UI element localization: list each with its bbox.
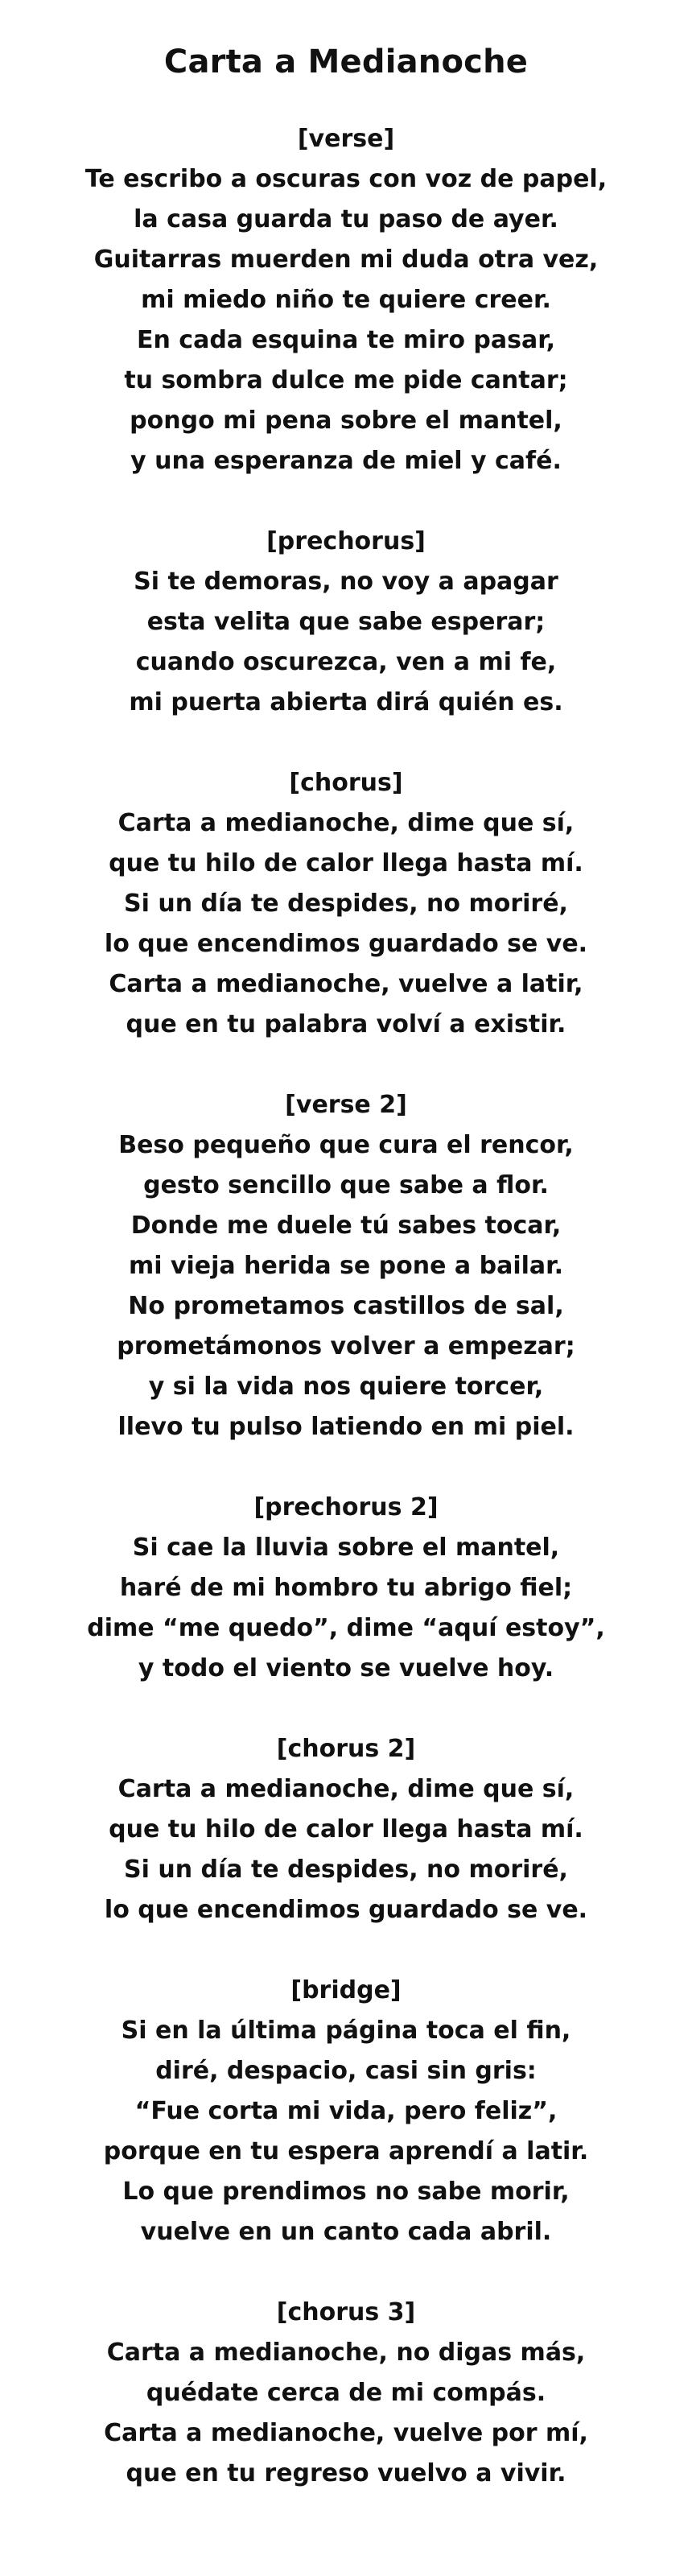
lyric-line: Te escribo a oscuras con voz de papel, xyxy=(84,165,608,193)
lyric-line: Carta a medianoche, dime que sí, xyxy=(117,809,575,837)
lyrics-section xyxy=(0,1729,692,1930)
lyric-line: vuelve en un canto cada abril. xyxy=(140,2218,552,2246)
section-tag: [verse 2] xyxy=(285,1091,407,1119)
section-tag: [chorus 2] xyxy=(276,1735,416,1763)
lyric-line: que en tu palabra volví a existir. xyxy=(126,1010,566,1038)
lyric-line: Guitarras muerden mi duda otra vez, xyxy=(93,246,599,274)
lyrics-section xyxy=(0,2293,692,2494)
lyrics-sections xyxy=(0,119,692,2494)
lyric-line: tu sombra dulce me pide cantar; xyxy=(124,366,568,394)
lyrics-section xyxy=(0,1085,692,1447)
lyric-line: prometámonos volver a empezar; xyxy=(117,1332,575,1360)
lyric-line: y todo el viento se vuelve hoy. xyxy=(138,1654,554,1682)
lyric-line: gesto sencillo que sabe a flor. xyxy=(143,1171,549,1199)
lyrics-section xyxy=(0,522,692,723)
lyric-line: cuando oscurezca, ven a mi fe, xyxy=(135,648,557,676)
lyric-line: que tu hilo de calor llega hasta mí. xyxy=(109,1815,583,1843)
lyrics-section xyxy=(0,119,692,481)
lyric-line: Lo que prendimos no sabe morir, xyxy=(122,2178,570,2206)
lyric-line: quédate cerca de mi compás. xyxy=(146,2379,546,2407)
lyrics-section xyxy=(0,1488,692,1689)
lyrics-section xyxy=(0,763,692,1045)
lyric-line: la casa guarda tu paso de ayer. xyxy=(134,205,558,233)
lyric-line: Si te demoras, no voy a apagar xyxy=(134,568,558,596)
lyric-line: Si en la última página toca el fin, xyxy=(121,2017,571,2045)
lyric-line: Carta a medianoche, no digas más, xyxy=(106,2339,586,2367)
lyrics-section xyxy=(0,1971,692,2252)
lyric-line: Carta a medianoche, vuelve a latir, xyxy=(109,970,583,998)
lyric-line: haré de mi hombro tu abrigo fiel; xyxy=(119,1574,573,1602)
lyric-line: Si un día te despides, no moriré, xyxy=(124,1856,568,1884)
section-tag: [chorus] xyxy=(289,769,403,797)
lyric-line: lo que encendimos guardado se ve. xyxy=(104,930,588,958)
lyric-line: dime “me quedo”, dime “aquí estoy”, xyxy=(87,1614,605,1642)
lyric-line: y una esperanza de miel y café. xyxy=(130,447,562,475)
lyric-line: “Fue corta mi vida, pero feliz”, xyxy=(134,2097,558,2125)
lyric-line: porque en tu espera aprendí a latir. xyxy=(103,2137,589,2165)
lyric-line: mi miedo niño te quiere creer. xyxy=(141,286,551,314)
section-tag: [verse] xyxy=(297,125,395,153)
section-tag: [prechorus] xyxy=(266,527,426,555)
lyric-line: que en tu regreso vuelvo a vivir. xyxy=(126,2459,566,2487)
lyric-line: mi puerta abierta dirá quién es. xyxy=(129,688,563,716)
lyric-line: mi vieja herida se pone a bailar. xyxy=(128,1252,564,1280)
lyric-line: Carta a medianoche, vuelve por mí, xyxy=(104,2419,588,2447)
lyric-line: Donde me duele tú sabes tocar, xyxy=(130,1212,562,1240)
section-tag: [prechorus 2] xyxy=(253,1493,439,1521)
lyric-line: Si un día te despides, no moriré, xyxy=(124,890,568,918)
lyric-line: No prometamos castillos de sal, xyxy=(128,1292,564,1320)
section-tag: [chorus 3] xyxy=(276,2298,416,2326)
lyric-line: esta velita que sabe esperar; xyxy=(146,608,546,636)
lyric-line: En cada esquina te miro pasar, xyxy=(137,326,555,354)
lyric-line: llevo tu pulso latiendo en mi piel. xyxy=(117,1413,575,1441)
lyric-line: lo que encendimos guardado se ve. xyxy=(104,1896,588,1924)
lyric-line: que tu hilo de calor llega hasta mí. xyxy=(109,849,583,877)
lyric-line: pongo mi pena sobre el mantel, xyxy=(130,407,562,435)
lyric-line: Beso pequeño que cura el rencor, xyxy=(118,1131,574,1159)
lyric-line: Si cae la lluvia sobre el mantel, xyxy=(132,1534,560,1562)
song-title: Carta a Medianoche xyxy=(163,43,529,80)
section-tag: [bridge] xyxy=(290,1976,402,2004)
lyric-line: diré, despacio, casi sin gris: xyxy=(155,2057,537,2085)
lyric-line: y si la vida nos quiere torcer, xyxy=(148,1373,544,1401)
lyric-line: Carta a medianoche, dime que sí, xyxy=(117,1775,575,1803)
